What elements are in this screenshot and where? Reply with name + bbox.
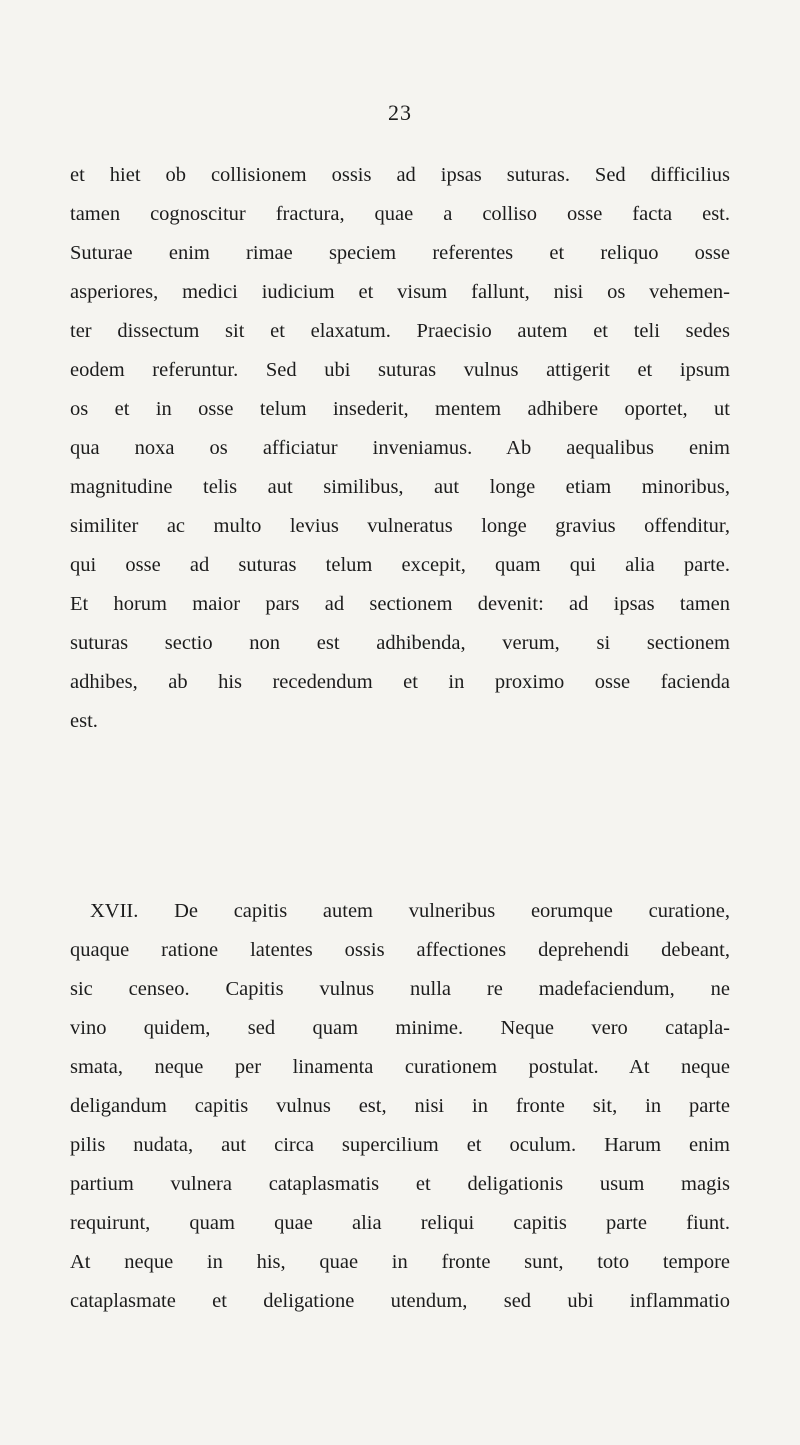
text-line: magnitudine telis aut similibus, aut longe etiam minoribus, xyxy=(70,476,730,498)
text-line: vino quidem, sed quam minime. Neque vero catapla- xyxy=(70,1017,730,1039)
text-line: quaque ratione latentes ossis affectiones deprehendi debeant, xyxy=(70,939,730,961)
page-number: 23 xyxy=(388,100,412,125)
text-line: cataplasmate et deligatione utendum, sed ubi inflammatio xyxy=(70,1290,730,1312)
text-line: similiter ac multo levius vulneratus longe gravius offenditur, xyxy=(70,515,730,537)
text-line: qui osse ad suturas telum excepit, quam qui alia parte. xyxy=(70,554,730,576)
text-line: requirunt, quam quae alia reliqui capitis parte fiunt. xyxy=(70,1212,730,1234)
text-line: smata, neque per linamenta curationem postulat. At neque xyxy=(70,1056,730,1078)
paragraph-2-section-xvii xyxy=(70,892,730,1321)
text-line: pilis nudata, aut circa supercilium et oculum. Harum enim xyxy=(70,1134,730,1156)
text-line: et hiet ob collisionem ossis ad ipsas suturas. Sed difficilius xyxy=(70,164,730,186)
text-line: adhibes, ab his recedendum et in proximo osse facienda xyxy=(70,671,730,693)
text-line: os et in osse telum insederit, mentem adhibere oportet, ut xyxy=(70,398,730,420)
text-line: suturas sectio non est adhibenda, verum, si sectionem xyxy=(70,632,730,654)
text-line: qua noxa os afficiatur inveniamus. Ab aequalibus enim xyxy=(70,437,730,459)
text-line: Suturae enim rimae speciem referentes et reliquo osse xyxy=(70,242,730,264)
text-line: sic censeo. Capitis vulnus nulla re madefaciendum, ne xyxy=(70,978,730,1000)
text-line: Et horum maior pars ad sectionem devenit: ad ipsas tamen xyxy=(70,593,730,615)
text-line: At neque in his, quae in fronte sunt, toto tempore xyxy=(70,1251,730,1273)
text-line: deligandum capitis vulnus est, nisi in fronte sit, in parte xyxy=(70,1095,730,1117)
text-line: tamen cognoscitur fractura, quae a colliso osse facta est. xyxy=(70,203,730,225)
paragraph-1 xyxy=(70,156,730,741)
section-heading-line: XVII. De capitis autem vulneribus eorumque curatione, xyxy=(90,900,730,922)
text-line: asperiores, medici iudicium et visum fallunt, nisi os vehemen- xyxy=(70,281,730,303)
text-line: ter dissectum sit et elaxatum. Praecisio autem et teli sedes xyxy=(70,320,730,342)
text-line: partium vulnera cataplasmatis et deligationis usum magis xyxy=(70,1173,730,1195)
text-line: est. xyxy=(70,710,98,732)
text-line: eodem referuntur. Sed ubi suturas vulnus attigerit et ipsum xyxy=(70,359,730,381)
